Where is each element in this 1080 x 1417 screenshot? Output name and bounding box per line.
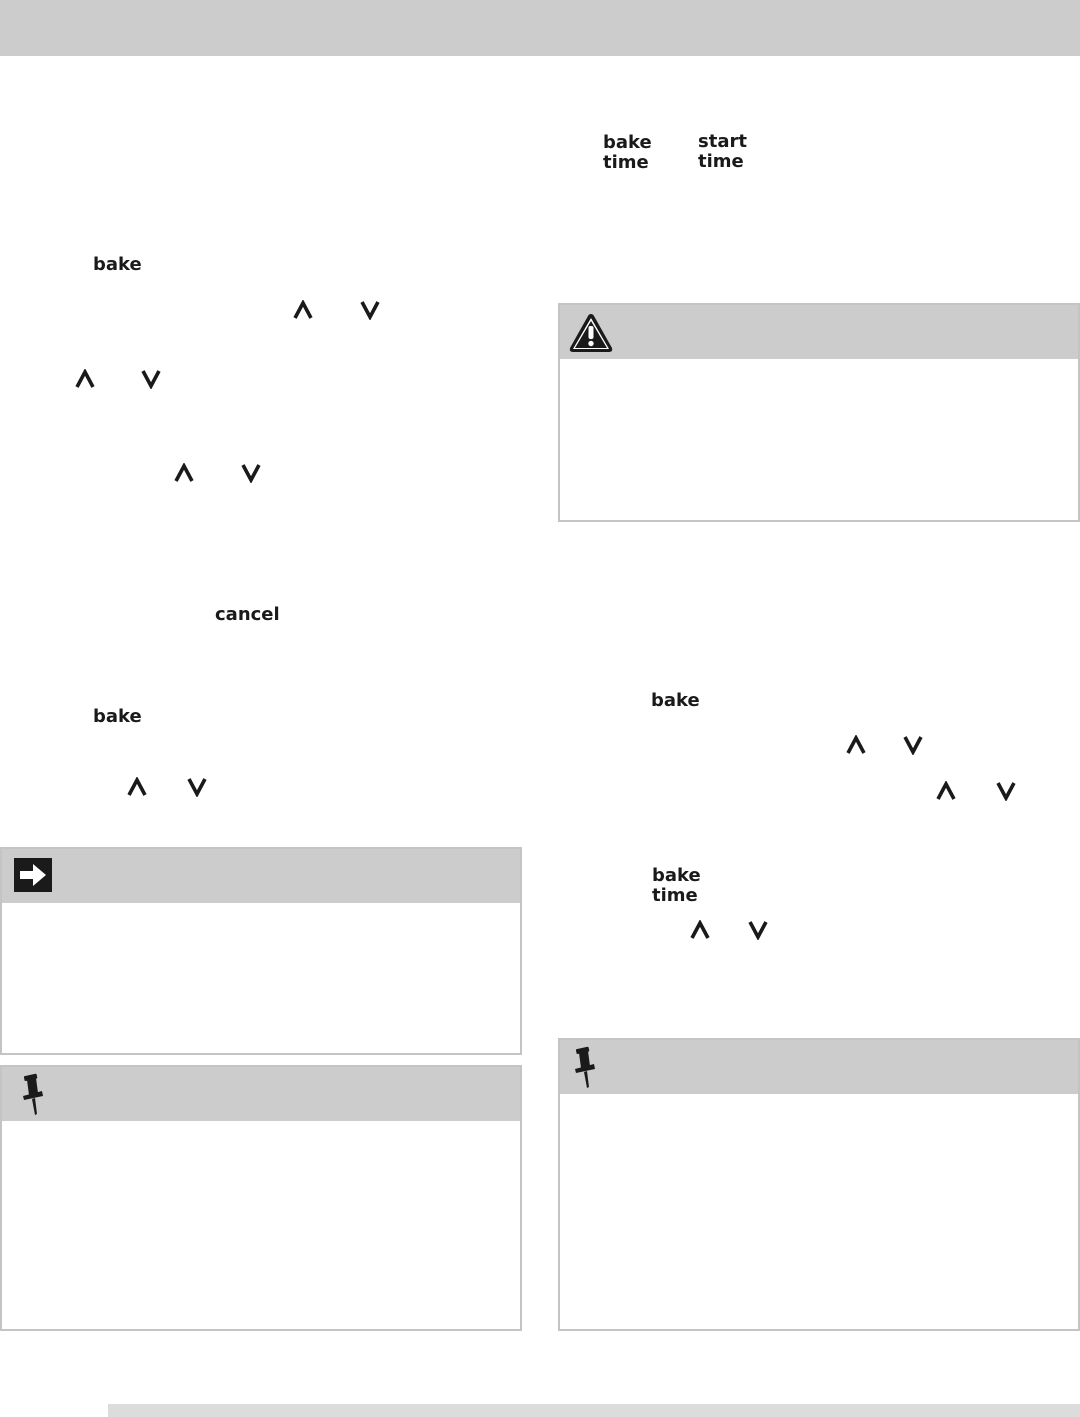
up-arrow-icon: [845, 735, 867, 755]
pushpin-icon: [572, 1046, 600, 1094]
warning-box-header: [560, 305, 1078, 359]
important-box-header: [560, 1040, 1078, 1094]
important-box: [558, 1038, 1080, 1331]
up-arrow-icon: [126, 777, 148, 797]
up-arrow-icon: [935, 781, 957, 801]
important-box: [0, 1065, 522, 1331]
note-box-header: [2, 849, 520, 903]
bake-time-line-2: time: [603, 152, 649, 173]
warning-icon: [568, 312, 614, 358]
bake-key-label: bake: [93, 706, 142, 727]
down-arrow-icon: [186, 777, 208, 797]
down-arrow-icon: [995, 781, 1017, 801]
warning-box: [558, 303, 1080, 522]
start-time-line-2: time: [698, 151, 744, 172]
bake-key-label: bake: [651, 690, 700, 711]
note-box: [0, 847, 522, 1055]
arrow-right-icon: [14, 858, 52, 896]
start-time-line-1: start: [698, 131, 747, 152]
top-header-bar: [0, 0, 1080, 56]
bake-time-line-2: time: [652, 885, 698, 906]
up-arrow-icon: [74, 369, 96, 389]
up-arrow-icon: [173, 463, 195, 483]
down-arrow-icon: [359, 300, 381, 320]
pushpin-icon: [20, 1073, 48, 1121]
bottom-footer-bar: [108, 1404, 1080, 1417]
cancel-key-label: cancel: [215, 604, 280, 625]
bake-time-line-1: bake: [652, 865, 701, 886]
up-arrow-icon: [689, 920, 711, 940]
down-arrow-icon: [240, 463, 262, 483]
up-arrow-icon: [292, 300, 314, 320]
bake-time-line-1: bake: [603, 132, 652, 153]
bake-time-key-label: [652, 866, 701, 906]
important-box-header: [2, 1067, 520, 1121]
bake-key-label: bake: [93, 254, 142, 275]
down-arrow-icon: [140, 369, 162, 389]
bake-time-key-label: [603, 133, 652, 173]
start-time-key-label: [698, 132, 747, 172]
down-arrow-icon: [902, 735, 924, 755]
down-arrow-icon: [747, 920, 769, 940]
